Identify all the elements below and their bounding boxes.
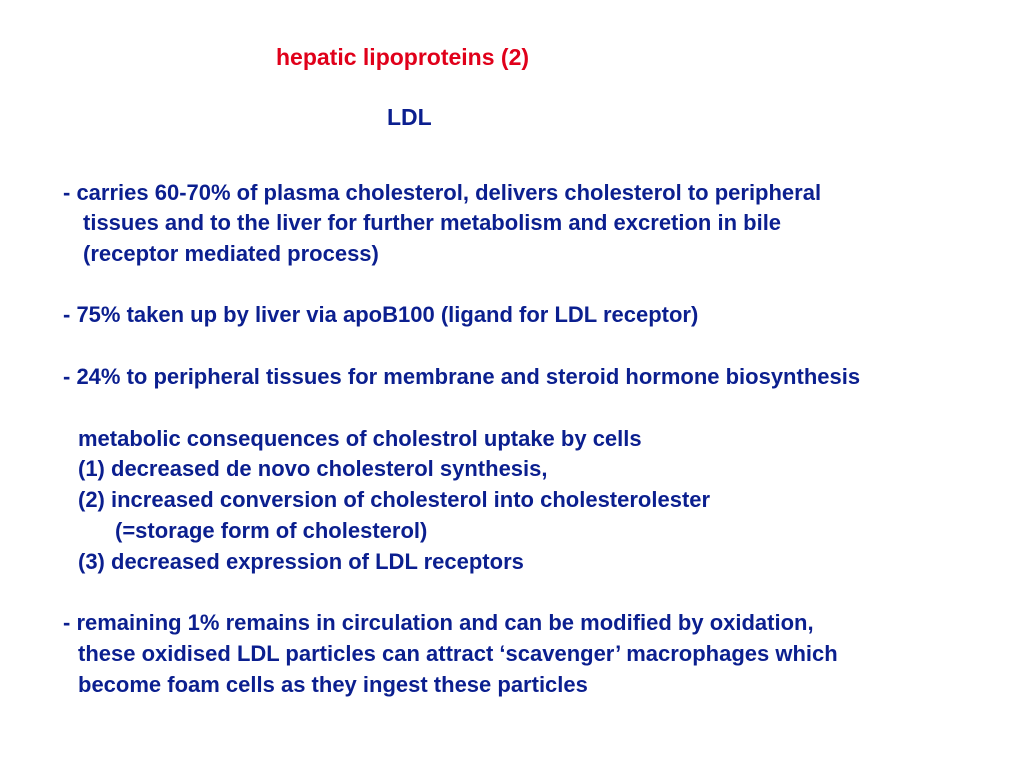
bullet-remaining-line2: these oxidised LDL particles can attract ‘scavenger’ macrophages which <box>78 641 838 666</box>
consequence-item-2: (2) increased conversion of cholesterol into cholesterolester <box>78 487 711 512</box>
bullet-liver-uptake: - 75% taken up by liver via apoB100 (ligand for LDL receptor) <box>63 302 699 327</box>
bullet-peripheral-tissues: - 24% to peripheral tissues for membrane and steroid hormone biosynthesis <box>63 364 861 389</box>
consequences-heading: metabolic consequences of cholestrol uptake by cells <box>78 426 642 451</box>
bullet-carries-line2: tissues and to the liver for further metabolism and excretion in bile <box>83 210 782 235</box>
consequence-item-3: (3) decreased expression of LDL receptors <box>78 549 524 574</box>
bullet-carries-line3: (receptor mediated process) <box>83 241 379 266</box>
consequence-item-2-note: (=storage form of cholesterol) <box>115 518 428 543</box>
bullet-remaining-line1: - remaining 1% remains in circulation and can be modified by oxidation, <box>63 610 814 635</box>
slide-subtitle: LDL <box>387 104 432 130</box>
bullet-remaining-line3: become foam cells as they ingest these particles <box>78 672 588 697</box>
slide-title: hepatic lipoproteins (2) <box>276 44 530 70</box>
consequence-item-1: (1) decreased de novo cholesterol synthesis, <box>78 456 548 481</box>
bullet-carries-line1: - carries 60-70% of plasma cholesterol, delivers cholesterol to peripheral <box>63 180 822 205</box>
